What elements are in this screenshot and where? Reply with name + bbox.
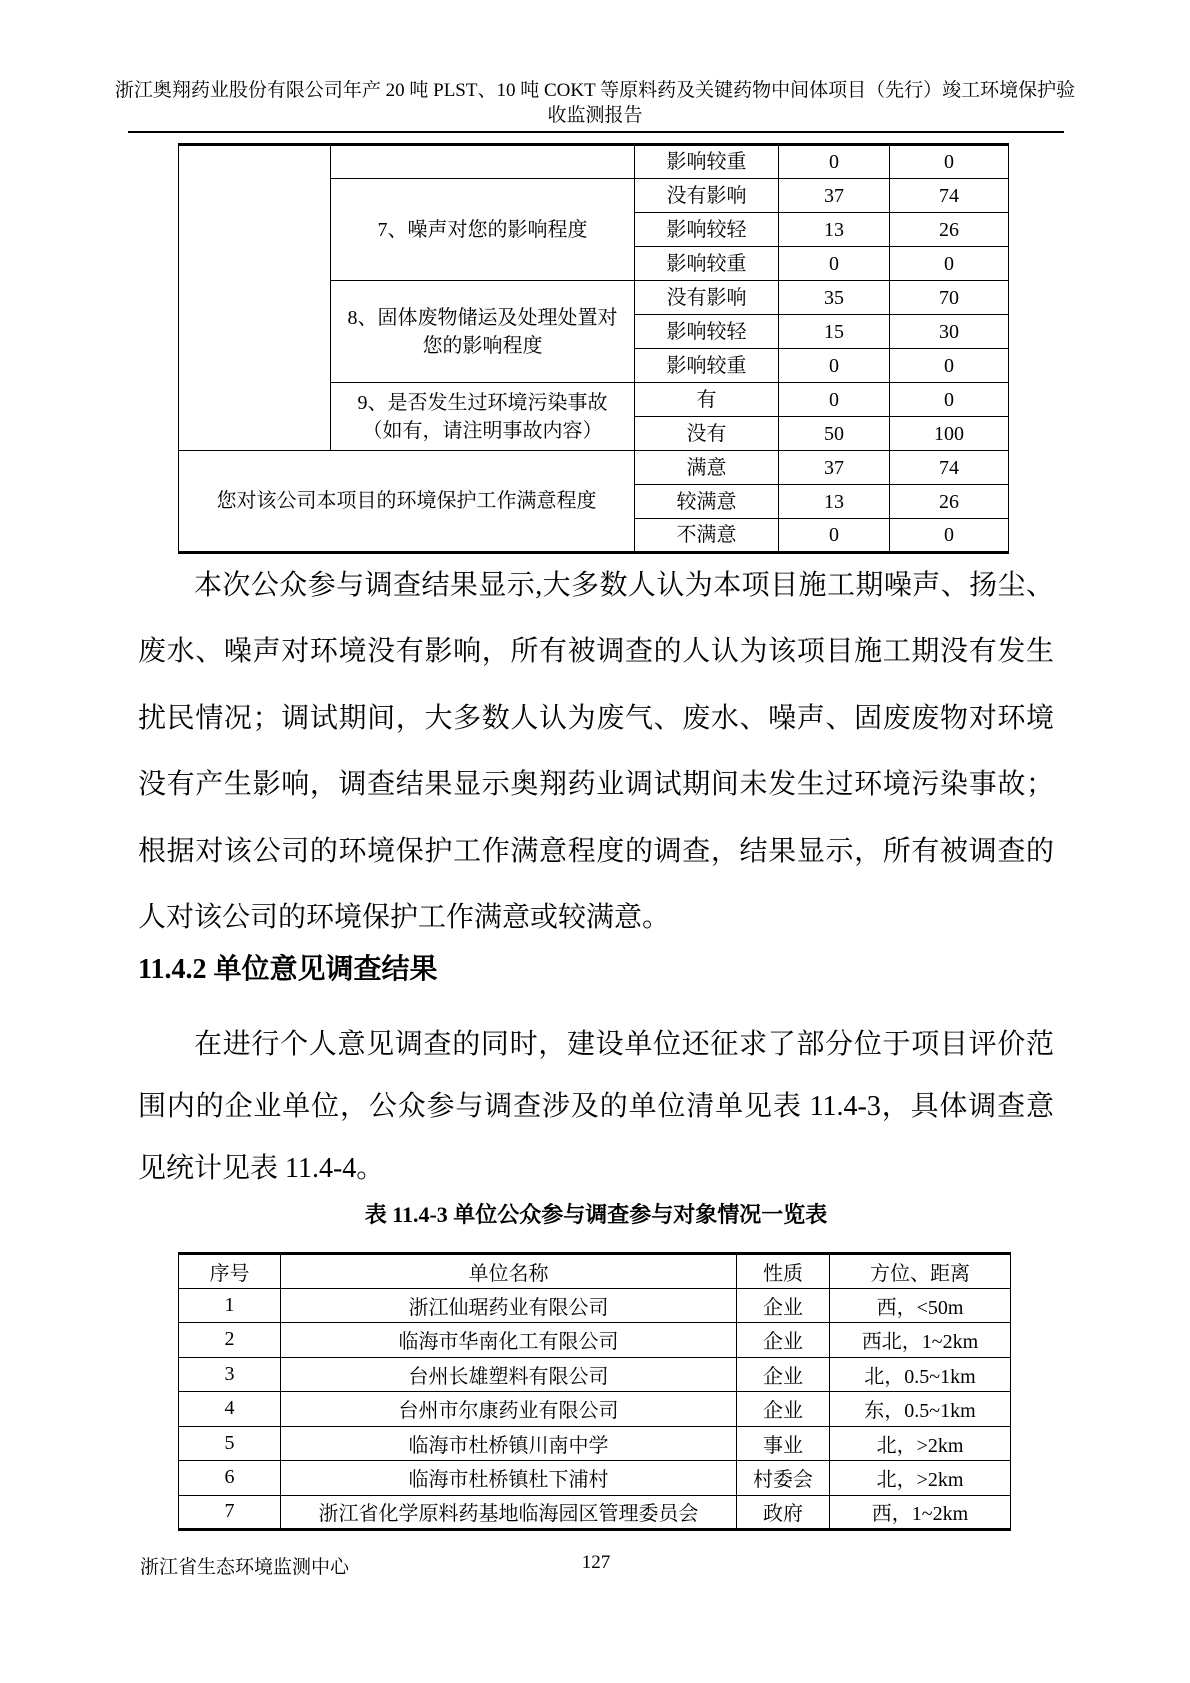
units-table-cell: 浙江省化学原料药基地临海园区管理委员会 (281, 1495, 737, 1530)
footer-organization: 浙江省生态环境监测中心 (140, 1557, 350, 1578)
survey-value-cell: 0 (890, 383, 1009, 417)
survey-table-row (179, 451, 1009, 485)
units-table-cell: 1 (179, 1288, 281, 1323)
page-header-line1: 浙江奥翔药业股份有限公司年产 20 吨 PLST、10 吨 COKT 等原料药及关键药物中间体项目（先行）竣工环境保护验 (114, 80, 1076, 101)
section-heading: 11.4.2 单位意见调查结果 (138, 954, 438, 985)
survey-value-cell: 35 (779, 281, 890, 315)
paragraph-line: 见统计见表 11.4-4。 (138, 1153, 385, 1184)
units-table-cell: 企业 (737, 1323, 830, 1358)
paragraph-line: 在进行个人意见调查的同时，建设单位还征求了部分位于项目评价范 (194, 1029, 1054, 1060)
units-table-cell: 企业 (737, 1288, 830, 1323)
survey-results-table-wrap (178, 143, 1009, 554)
units-table-cell: 临海市杜桥镇杜下浦村 (281, 1461, 737, 1496)
footer-page-number: 127 (581, 1552, 611, 1573)
survey-question-cell: 7、噪声对您的影响程度 (331, 179, 635, 281)
survey-value-cell: 0 (890, 247, 1009, 281)
survey-value-cell: 37 (779, 179, 890, 213)
survey-value-cell: 较满意 (635, 485, 779, 519)
survey-value-cell: 0 (779, 247, 890, 281)
units-table-cell: 7 (179, 1495, 281, 1530)
units-table-cell: 西，<50m (830, 1288, 1011, 1323)
survey-question-cell: 您对该公司本项目的环境保护工作满意程度 (179, 451, 635, 553)
units-table-cell: 北，>2km (830, 1461, 1011, 1496)
page-header-line2: 收监测报告 (547, 105, 643, 126)
units-table-caption: 表 11.4-3 单位公众参与调查参与对象情况一览表 (364, 1202, 828, 1227)
units-table-cell: 政府 (737, 1495, 830, 1530)
header-rule (128, 131, 1064, 133)
units-table-row (179, 1323, 1011, 1358)
paragraph-line: 本次公众参与调查结果显示,大多数人认为本项目施工期噪声、扬尘、 (194, 570, 1054, 601)
survey-value-cell: 30 (890, 315, 1009, 349)
survey-value-cell: 37 (779, 451, 890, 485)
units-table-cell: 台州市尔康药业有限公司 (281, 1392, 737, 1427)
units-table-cell: 4 (179, 1392, 281, 1427)
paragraph-1 (138, 553, 1054, 951)
survey-table-body (179, 145, 1009, 553)
units-table-cell: 5 (179, 1426, 281, 1461)
survey-value-cell: 0 (890, 145, 1009, 179)
survey-value-cell: 没有影响 (635, 179, 779, 213)
survey-question-cell: 9、是否发生过环境污染事故 （如有，请注明事故内容） (331, 383, 635, 451)
units-table-cell: 6 (179, 1461, 281, 1496)
units-table-header-cell: 序号 (179, 1254, 281, 1289)
survey-value-cell: 26 (890, 213, 1009, 247)
units-table-cell: 西北，1~2km (830, 1323, 1011, 1358)
units-table-cell: 浙江仙琚药业有限公司 (281, 1288, 737, 1323)
survey-value-cell: 0 (779, 519, 890, 553)
paragraph-2 (138, 1014, 1054, 1200)
units-table-cell: 事业 (737, 1426, 830, 1461)
survey-value-cell: 没有 (635, 417, 779, 451)
units-table-cell: 东，0.5~1km (830, 1392, 1011, 1427)
units-table-cell: 北，0.5~1km (830, 1357, 1011, 1392)
survey-value-cell: 13 (779, 213, 890, 247)
paragraph-line: 根据对该公司的环境保护工作满意程度的调查，结果显示，所有被调查的 (138, 835, 1054, 867)
survey-value-cell: 影响较重 (635, 349, 779, 383)
page-header (110, 78, 1080, 128)
survey-table-row (179, 145, 1009, 179)
survey-value-cell: 0 (779, 145, 890, 179)
survey-value-cell: 影响较轻 (635, 315, 779, 349)
units-table-header-cell: 性质 (737, 1254, 830, 1289)
units-table-header-cell: 方位、距离 (830, 1254, 1011, 1289)
survey-value-cell: 影响较重 (635, 247, 779, 281)
survey-value-cell: 74 (890, 451, 1009, 485)
units-table-row (179, 1426, 1011, 1461)
units-table-header-row (179, 1254, 1011, 1289)
survey-results-table (178, 143, 1009, 554)
paragraph-line: 扰民情况；调试期间，大多数人认为废气、废水、噪声、固废废物对环境 (138, 702, 1054, 734)
units-table-cell: 2 (179, 1323, 281, 1358)
units-table-wrap (178, 1252, 1011, 1531)
survey-value-cell: 74 (890, 179, 1009, 213)
survey-value-cell: 0 (890, 519, 1009, 553)
units-table-row (179, 1495, 1011, 1530)
survey-value-cell: 0 (779, 383, 890, 417)
survey-value-cell: 100 (890, 417, 1009, 451)
paragraph-line: 没有产生影响，调查结果显示奥翔药业调试期间未发生过环境污染事故； (138, 769, 1054, 801)
survey-question-cell (331, 145, 635, 179)
units-table-cell: 3 (179, 1357, 281, 1392)
paragraph-line: 废水、噪声对环境没有影响，所有被调查的人认为该项目施工期没有发生 (138, 636, 1054, 668)
survey-value-cell: 26 (890, 485, 1009, 519)
units-table-cell: 企业 (737, 1392, 830, 1427)
units-table (178, 1252, 1011, 1531)
survey-value-cell: 0 (779, 349, 890, 383)
survey-value-cell: 13 (779, 485, 890, 519)
units-table-cell: 临海市杜桥镇川南中学 (281, 1426, 737, 1461)
paragraph-line: 人对该公司的环境保护工作满意或较满意。 (138, 901, 671, 933)
survey-value-cell: 有 (635, 383, 779, 417)
units-table-cell: 企业 (737, 1357, 830, 1392)
survey-value-cell: 满意 (635, 451, 779, 485)
units-table-row (179, 1392, 1011, 1427)
survey-value-cell: 影响较重 (635, 145, 779, 179)
units-table-row (179, 1288, 1011, 1323)
units-table-row (179, 1461, 1011, 1496)
survey-value-cell: 影响较轻 (635, 213, 779, 247)
units-table-body (179, 1288, 1011, 1530)
survey-value-cell: 15 (779, 315, 890, 349)
survey-value-cell: 不满意 (635, 519, 779, 553)
survey-value-cell: 没有影响 (635, 281, 779, 315)
units-table-header-cell: 单位名称 (281, 1254, 737, 1289)
paragraph-line: 围内的企业单位，公众参与调查涉及的单位清单见表 11.4-3，具体调查意 (138, 1091, 1054, 1122)
survey-value-cell: 0 (890, 349, 1009, 383)
survey-question-cell: 8、固体废物储运及处理处置对 您的影响程度 (331, 281, 635, 383)
units-table-row (179, 1357, 1011, 1392)
units-table-cell: 村委会 (737, 1461, 830, 1496)
units-table-cell: 北，>2km (830, 1426, 1011, 1461)
survey-spacer-cell (179, 145, 331, 451)
survey-value-cell: 70 (890, 281, 1009, 315)
units-table-cell: 临海市华南化工有限公司 (281, 1323, 737, 1358)
survey-value-cell: 50 (779, 417, 890, 451)
units-table-cell: 台州长雄塑料有限公司 (281, 1357, 737, 1392)
units-table-cell: 西，1~2km (830, 1495, 1011, 1530)
